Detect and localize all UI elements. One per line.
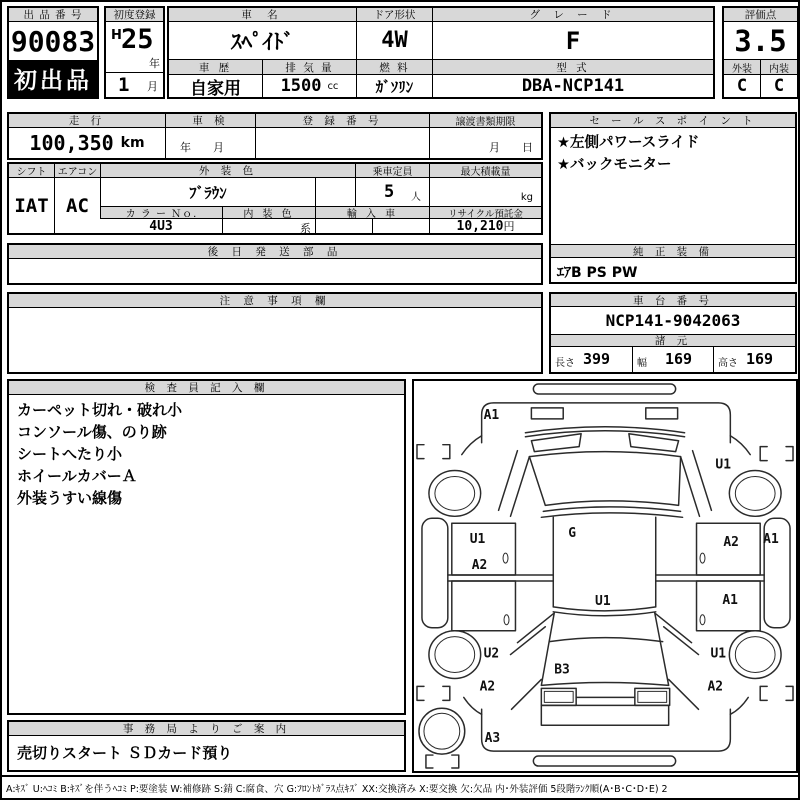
damage-marks [470,408,779,746]
exterior-label: 外装 [724,59,760,75]
grade-value: F [432,22,713,59]
legend-strip [2,775,798,798]
office-box [7,720,406,772]
inspector-comment-line: シートへたり小 [17,445,123,463]
spec-length-label: 長さ [555,358,575,369]
oem-value: ｴｱB PS PW [557,265,638,281]
notes-value [9,308,541,372]
notes-label: 注 意 事 項 欄 [9,294,541,308]
interior-grade: C [760,75,797,97]
front-bumper-strip [533,384,675,394]
fuel-label: 燃 料 [356,59,432,75]
capacity-cell [355,178,429,206]
c-pillar-left [510,614,553,655]
damage-mark-a1: A1 [763,532,779,548]
inspector-comment-line: 外装うすい線傷 [17,489,123,507]
damage-mark-a1: A1 [483,407,500,423]
import-cell-2 [372,219,429,233]
color-no-value: 4U3 [149,219,173,233]
damage-mark-u1: U1 [595,593,611,609]
taillight-left-inner [544,691,573,702]
interior-label: 内装 [760,59,797,75]
spec-width-cell [632,347,713,372]
inspector-box [7,379,406,715]
inspector-comment-line: カーペット切れ・破れ小 [17,401,183,419]
damage-mark-a3: A3 [484,731,501,747]
door-handle [700,553,705,563]
model-code-value: DBA-NCP141 [432,75,713,97]
exterior-grade: C [736,76,748,96]
damage-mark-a2: A2 [707,679,724,695]
recycle-label: リサイクル預託金 [429,206,541,219]
corner-bracket [760,447,793,461]
door-handle [700,615,705,625]
front-fender-left-line [462,436,482,455]
fuel-value: ｶﾞｿﾘﾝ [356,75,432,97]
reg-no-cell [255,128,429,158]
import-cell-1 [315,219,372,233]
auction-no-label: 出 品 番 号 [9,8,97,22]
mileage-unit: km [120,135,145,151]
int-color-label: 内 装 色 [222,206,315,219]
first-reg-month-cell [106,73,163,97]
headlight-left [531,408,563,419]
wheel-rear-right [729,631,781,679]
quarter-slant-left [511,679,541,709]
later-parts-value [9,259,541,283]
damage-diagram-box [412,379,798,773]
a-pillar-right [681,451,712,517]
capacity-value: 5 [384,182,395,202]
office-label: 事 務 局 よ り ご 案 内 [9,722,404,736]
spec-height-label: 高さ [718,358,738,369]
rear-hatch-lower [541,705,668,725]
damage-mark-a2: A2 [479,679,496,695]
door-rear-left [452,581,516,631]
rocker-left [422,518,448,627]
door-label: ドア形状 [356,8,432,22]
inspection-units: 年 月 [180,141,224,154]
grade-label: グ レ ー ド [432,8,713,22]
wheel-front-right-inner [735,477,775,511]
max-load-unit: kg [520,192,533,203]
import-label: 輸 入 車 [315,206,429,219]
score-value: 3.5 [734,23,787,58]
inspector-comment-line: コンソール傷、のり跡 [17,423,167,441]
corner-bracket [417,445,450,459]
spare-tire-inner [424,713,460,749]
damage-mark-a2: A2 [723,535,739,551]
wheel-front-right [729,471,781,517]
displacement-number: 1500 [280,76,322,96]
damage-mark-a2: A2 [471,558,488,574]
ext-color-extra-cell [315,178,355,206]
shift-value: IAT [14,194,49,217]
rear-bumper-strip [533,756,675,766]
oem-label: 純 正 装 備 [551,244,795,258]
transfer-cell [429,128,541,158]
recycle-value [429,219,541,233]
color-no-label: カ ラ ー Ｎｏ. [100,206,222,219]
displacement-value [262,75,356,97]
first-reg-year-unit: 年 [149,57,160,70]
wheel-rear-left [429,631,481,679]
a-pillar-left [499,451,530,517]
reg-no-label: 登 録 番 号 [255,114,429,128]
mileage-number: 100,350 [29,131,114,155]
windshield-outline [529,452,680,506]
spec-length-cell [551,347,632,372]
car-name-value: ｽﾍﾟｲﾄﾞ [231,29,294,54]
model-code-label: 型 式 [432,59,713,75]
inspection-cell [165,128,255,158]
door-handle [504,615,509,625]
first-reg-era: H [111,28,122,43]
door-gap-lines [448,575,764,581]
rear-window-fold-line [549,638,662,642]
recycle-number: 10,210 [456,219,504,233]
inspector-comment-line: ホイールカバーＡ [17,467,137,485]
first-listing-badge: 初出品 [9,60,97,97]
spare-tire [419,708,465,754]
capacity-label: 乗車定員 [355,164,429,178]
aircon-value: AC [54,178,100,233]
door-value: 4W [356,22,432,59]
taillight-right-inner [638,691,667,702]
mileage-label: 走 行 [9,114,165,128]
rear-fender-right-line [730,697,748,714]
rear-body-outline [482,709,731,751]
first-reg-year: 25 [121,24,154,55]
door-handle [503,553,508,563]
sales-point-box [549,112,797,284]
mileage-row-box [7,112,543,160]
spec-height-cell [713,347,795,372]
auction-no-value: 90083 [10,24,96,58]
wheel-front-left [429,471,481,517]
first-reg-label: 初度登録 [106,8,163,22]
front-fender-right-line [730,436,750,455]
damage-mark-u1: U1 [469,532,486,548]
displacement-unit: cc [327,80,339,92]
wiper-left [531,434,581,452]
shift-label: シフト [9,164,54,178]
later-parts-label: 後 日 発 送 部 品 [9,245,541,259]
spec-width-value: 169 [665,350,693,368]
score-box [722,6,799,99]
wheel-rear-left-inner [435,637,475,673]
corner-bracket [760,686,793,700]
sales-point-label: セ ー ル ス ポ イ ン ト [551,114,795,128]
car-main-box [167,6,715,99]
wiper-right [629,434,679,452]
first-reg-year-cell [106,22,163,73]
spec-row-box [7,162,543,235]
recycle-unit: 円 [503,220,515,233]
damage-mark-a1: A1 [722,592,738,608]
displacement-label: 排 気 量 [262,59,356,75]
auction-no-box [7,6,99,99]
damage-mark-b3: B3 [554,662,570,678]
inspection-label: 車 検 [165,114,255,128]
inspector-comments [17,399,397,699]
ext-color-label: 外 装 色 [100,164,355,178]
cowl-line [525,427,684,437]
spec-width-label: 幅 [637,358,647,369]
specs-label: 諸 元 [551,334,795,347]
capacity-unit: 人 [411,192,421,203]
first-reg-month-unit: 月 [147,80,158,93]
notes-box [7,292,543,374]
max-load-label: 最大積載量 [429,164,541,178]
history-label: 車 歴 [169,59,262,75]
sales-point-list [557,132,789,240]
damage-mark-u1: U1 [710,646,727,662]
rear-fender-left-line [464,697,482,714]
car-diagram [414,381,796,771]
transfer-units: 月 日 [489,141,533,154]
max-load-cell [429,178,541,206]
headlight-right [646,408,678,419]
sales-point-item: ★左側パワースライド [557,135,700,151]
spec-height-value: 169 [746,350,774,368]
quarter-slant-right [669,679,699,709]
wheel-front-left-inner [435,477,475,511]
first-reg-month: 1 [118,74,130,96]
int-color-cell [222,219,315,233]
int-color-suffix: 系 [300,222,311,235]
wheel-rear-right-inner [735,637,775,673]
mileage-value [9,128,165,158]
office-value: 売切りスタート ＳＤカード預り [17,744,233,762]
aircon-label: エアコン [54,164,100,178]
history-value: 自家用 [190,78,241,97]
car-name-label: 車 名 [169,8,356,22]
damage-mark-g: G [568,526,576,542]
roof-front-edge [541,507,682,517]
damage-mark-u2: U2 [483,646,500,662]
sales-point-item: ★バックモニター [557,157,672,173]
chassis-box [549,292,797,374]
corner-bracket [417,686,450,700]
later-parts-box [7,243,543,285]
chassis-label: 車 台 番 号 [551,294,795,307]
front-body-outline [482,403,731,443]
inspector-label: 検 査 員 記 入 欄 [9,381,404,395]
legend-text: A:ｷｽﾞ U:ﾍｺﾐ B:ｷｽﾞを伴うﾍｺﾐ P:要塗装 W:補修跡 S:錆 C:腐食、穴 G:ﾌﾛﾝﾄｶﾞﾗｽ点ｷｽﾞ XX:交換済み X:要交換 欠:欠品 内･外装評価 5段階ﾗﾝｸ順(A･B･C･D･E) 2 [6,783,668,795]
chassis-value: NCP141-9042063 [605,311,741,330]
ext-color-value: ﾌﾞﾗｳﾝ [100,178,315,206]
spec-length-value: 399 [583,350,611,368]
first-reg-box [104,6,165,99]
score-label: 評価点 [724,8,797,22]
transfer-label: 譲渡書類期限 [429,114,541,128]
damage-mark-u1: U1 [715,457,731,473]
corner-bracket [426,755,459,768]
